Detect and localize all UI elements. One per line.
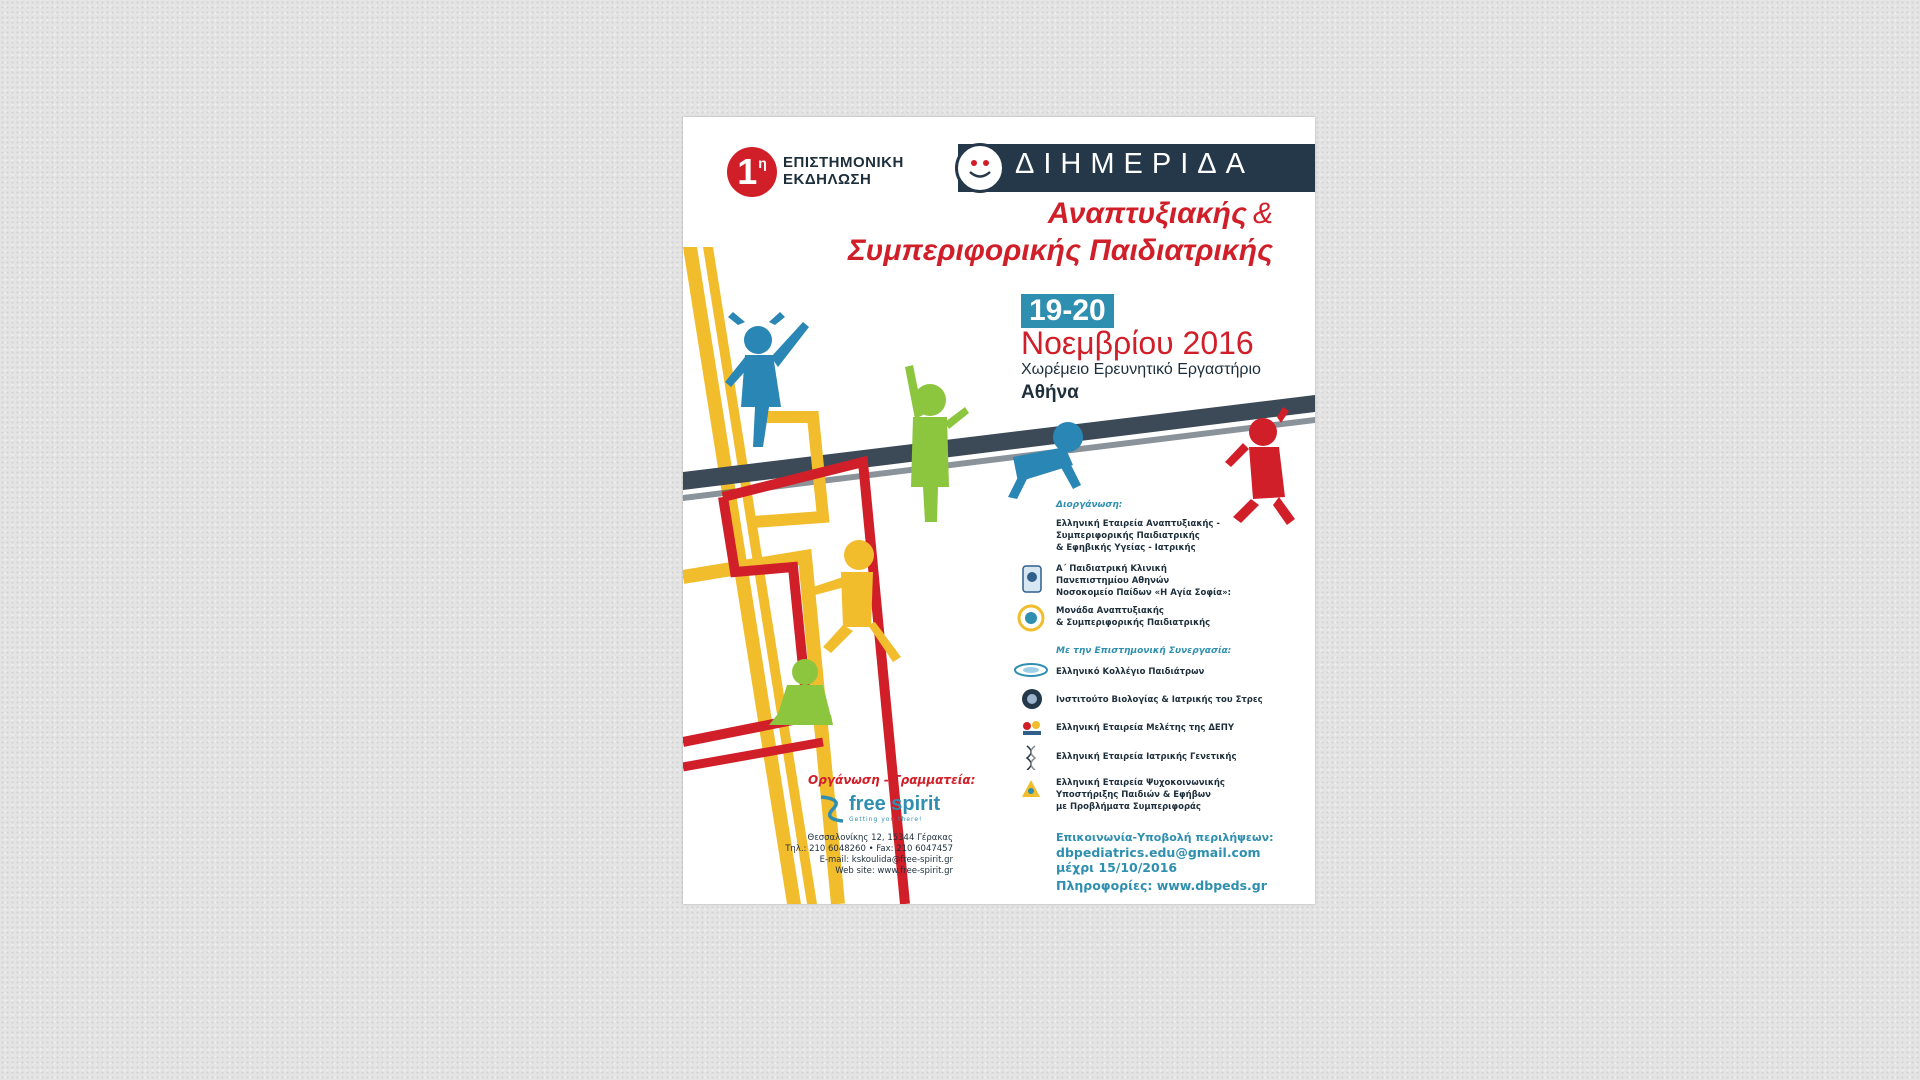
event-type-line1: ΕΠΙΣΤΗΜΟΝΙΚΗ <box>783 154 904 171</box>
secretariat-website-link[interactable]: Web site: www.free-spirit.gr <box>835 866 953 876</box>
organizer-3: Μονάδα Αναπτυξιακής & Συμπεριφορικής Παιδιατρικής <box>1056 606 1211 628</box>
edition-superscript: η <box>758 155 767 171</box>
title-line1-text: Αναπτυξιακής <box>1047 197 1247 230</box>
partner-1: Ελληνικό Κολλέγιο Παιδιάτρων <box>1056 667 1205 677</box>
cooperation-label: Με την Επιστημονική Συνεργασία: <box>1056 646 1232 656</box>
edition-badge <box>727 147 777 197</box>
event-type-line2: ΕΚΔΗΛΩΣΗ <box>783 171 872 188</box>
smiley-icon <box>955 143 1005 193</box>
info-website-link[interactable]: Πληροφορίες: www.dbpeds.gr <box>1056 878 1267 893</box>
free-spirit-name: free spirit <box>849 793 941 815</box>
secretariat-details <box>785 833 953 877</box>
main-title-line1 <box>1048 197 1273 231</box>
dimerida-title: ΔΙΗΜΕΡΙΔΑ <box>1015 148 1254 180</box>
organizers-label: Διοργάνωση: <box>1056 500 1123 510</box>
event-venue: Χωρέμειο Ερευνητικό Εργαστήριο <box>1021 361 1261 378</box>
event-dates: 19-20 <box>1021 294 1114 328</box>
partner-5: Ελληνική Εταιρεία Ψυχοκοινωνικής Υποστήριξης Παιδιών & Εφήβων με Προβλήματα Συμπεριφοράς <box>1056 778 1225 812</box>
title-ampersand: & <box>1252 197 1273 230</box>
dark-beam <box>683 395 1315 490</box>
psychosocial-society-logo-icon <box>1020 778 1042 804</box>
organizer-1: Ελληνική Εταιρεία Αναπτυξιακής - Συμπεριφορικής Παιδιατρικής & Εφηβικής Υγείας - Ιατρικής <box>1056 519 1220 553</box>
secretariat-label: Οργάνωση - Γραμματεία: <box>808 773 976 787</box>
partner-2: Ινστιτούτο Βιολογίας & Ιατρικής του Στρες <box>1056 695 1263 705</box>
free-spirit-swirl-icon <box>815 791 849 825</box>
event-city: Αθήνα <box>1021 382 1079 403</box>
secretariat-email-link[interactable]: E-mail: kskoulida@free-spirit.gr <box>819 855 953 865</box>
genetics-society-logo-icon <box>1024 744 1038 774</box>
free-spirit-tagline: Getting you there! <box>849 816 923 823</box>
event-poster <box>683 117 1315 904</box>
free-spirit-logo <box>815 791 940 825</box>
child-silhouette-yellow <box>813 540 901 662</box>
edition-number: 1 <box>737 151 758 192</box>
partner-3: Ελληνική Εταιρεία Μελέτης της ΔΕΠΥ <box>1056 723 1234 733</box>
contact-label: Επικοινωνία-Υποβολή περιλήψεων: <box>1056 831 1274 844</box>
stress-institute-logo-icon <box>1021 688 1043 714</box>
submission-deadline: μέχρι 15/10/2016 <box>1056 860 1178 875</box>
partner-4: Ελληνική Εταιρεία Ιατρικής Γενετικής <box>1056 752 1237 762</box>
red-frame-3 <box>683 742 823 767</box>
secretariat-address: Θεσσαλονίκης 12, 15344 Γέρακας <box>807 833 953 843</box>
secretariat-phone: Τηλ.: 210 6048260 • Fax: 210 6047457 <box>785 844 953 854</box>
pediatrics-college-logo-icon <box>1013 662 1049 682</box>
unit-logo-icon <box>1017 604 1045 636</box>
organizer-2: Α΄ Παιδιατρική Κλινική Πανεπιστημίου Αθηνών Νοσοκομείο Παίδων «Η Αγία Σοφία»: <box>1056 564 1232 598</box>
adhd-society-logo-icon <box>1019 718 1045 744</box>
event-month-year: Νοεμβρίου 2016 <box>1021 325 1254 361</box>
university-logo-icon <box>1019 562 1045 600</box>
main-title-line2: Συμπεριφορικής Παιδιατρικής <box>847 234 1273 267</box>
contact-email-link[interactable]: dbpediatrics.edu@gmail.com <box>1056 845 1261 860</box>
event-type <box>783 154 904 188</box>
